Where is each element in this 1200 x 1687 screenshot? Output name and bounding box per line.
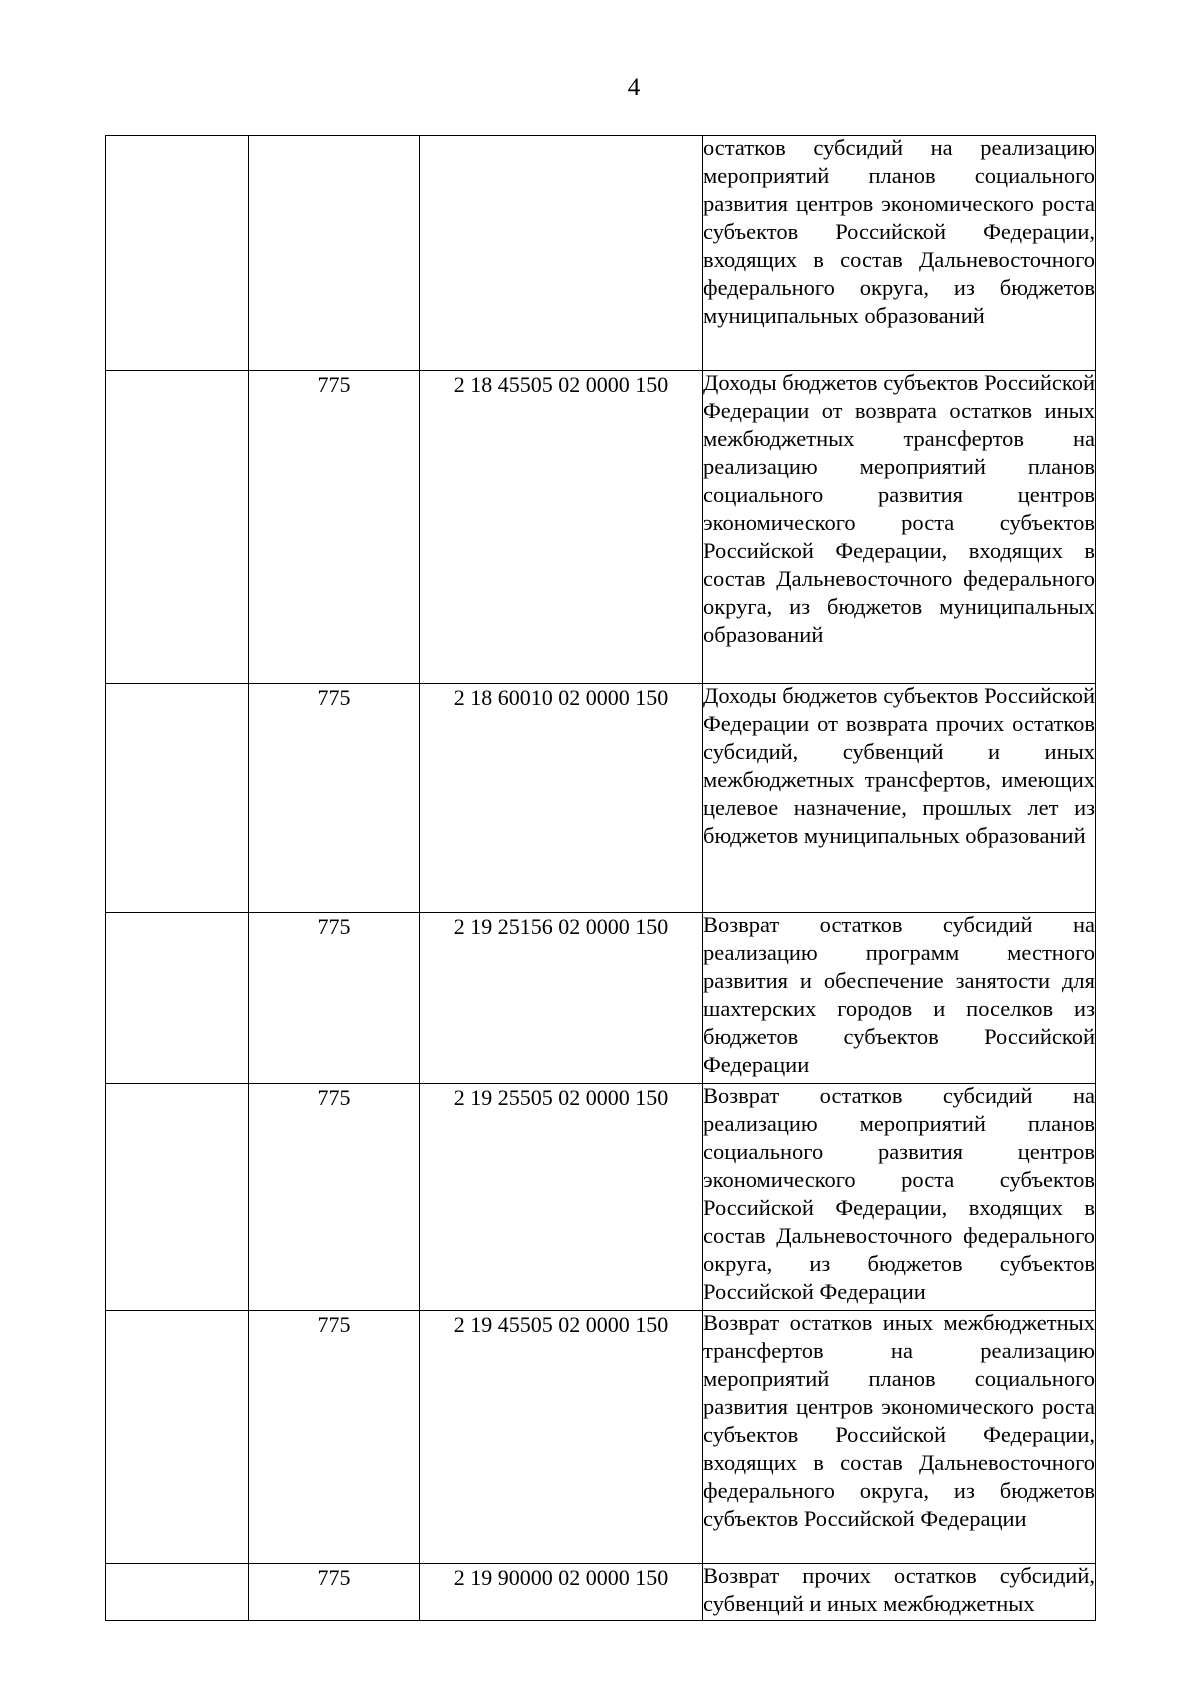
description-text: Возврат прочих остатков субсидий, субвенций и иных межбюджетных (703, 1563, 1095, 1616)
admin-code: 775 (317, 685, 351, 710)
description-cell (703, 371, 1096, 684)
blank-cell (106, 1084, 249, 1311)
description-cell (703, 684, 1096, 913)
kbk-code: 2 19 45505 02 0000 150 (453, 1312, 669, 1337)
kbk-cell (420, 371, 703, 684)
admin-code: 775 (317, 914, 351, 939)
blank-cell (106, 913, 249, 1084)
blank-cell (106, 136, 249, 371)
kbk-cell (420, 1564, 703, 1621)
blank-cell (106, 684, 249, 913)
description-cell (703, 913, 1096, 1084)
admin-code-cell (249, 1564, 420, 1621)
description-text: Возврат остатков субсидий на реализацию программ местного развития и обеспечение занятости для шахтерских городов и поселков из бюджетов субъектов Российской Федерации (703, 912, 1095, 1077)
table-row (106, 1311, 1096, 1564)
kbk-code: 2 19 90000 02 0000 150 (453, 1565, 669, 1590)
blank-cell (106, 1311, 249, 1564)
admin-code-cell (249, 1084, 420, 1311)
kbk-cell (420, 1084, 703, 1311)
admin-code: 775 (317, 1312, 351, 1337)
admin-code-cell (249, 1311, 420, 1564)
description-cell (703, 1311, 1096, 1564)
admin-code-cell (249, 684, 420, 913)
blank-cell (106, 1564, 249, 1621)
table-row (106, 371, 1096, 684)
kbk-cell (420, 136, 703, 371)
description-text: Возврат остатков субсидий на реализацию мероприятий планов социального развития центров экономического роста субъектов Российской Федерации, входящих в состав Дальневосточного федерального округа, из бюджетов субъектов Российской Федерации (703, 1083, 1095, 1304)
admin-code-cell (249, 136, 420, 371)
description-cell (703, 1564, 1096, 1621)
blank-cell (106, 371, 249, 684)
kbk-cell (420, 684, 703, 913)
description-cell (703, 1084, 1096, 1311)
kbk-cell (420, 1311, 703, 1564)
admin-code-cell (249, 371, 420, 684)
description-cell (703, 136, 1096, 371)
kbk-code: 2 18 45505 02 0000 150 (453, 372, 669, 397)
table-row (106, 684, 1096, 913)
description-text: Доходы бюджетов субъектов Российской Федерации от возврата остатков иных межбюджетных трансфертов на реализацию мероприятий планов социального развития центров экономического роста субъектов Российской Федерации, входящих в состав Дальневосточного федерального округа, из бюджетов муниципальных образований (703, 370, 1095, 647)
description-text: Возврат остатков иных межбюджетных трансфертов на реализацию мероприятий планов социального развития центров экономического роста субъектов Российской Федерации, входящих в состав Дальневосточного федерального округа, из бюджетов субъектов Российской Федерации (703, 1310, 1095, 1531)
admin-code: 775 (317, 1085, 351, 1110)
description-text: Доходы бюджетов субъектов Российской Федерации от возврата прочих остатков субсидий, субвенций и иных межбюджетных трансфертов, имеющих целевое назначение, прошлых лет из бюджетов муниципальных образований (703, 683, 1095, 848)
admin-code-cell (249, 913, 420, 1084)
table-row (106, 136, 1096, 371)
kbk-code: 2 19 25156 02 0000 150 (453, 914, 669, 939)
budget-codes-table (105, 135, 1096, 1621)
admin-code: 775 (317, 372, 351, 397)
description-text: остатков субсидий на реализацию мероприятий планов социального развития центров экономического роста субъектов Российской Федерации, входящих в состав Дальневосточного федерального округа, из бюджетов муниципальных образований (703, 135, 1095, 328)
table-row (106, 1564, 1096, 1621)
table-row (106, 913, 1096, 1084)
kbk-code: 2 18 60010 02 0000 150 (453, 685, 669, 710)
page-number: 4 (627, 74, 641, 101)
admin-code: 775 (317, 1565, 351, 1590)
table-row (106, 1084, 1096, 1311)
kbk-cell (420, 913, 703, 1084)
kbk-code: 2 19 25505 02 0000 150 (453, 1085, 669, 1110)
